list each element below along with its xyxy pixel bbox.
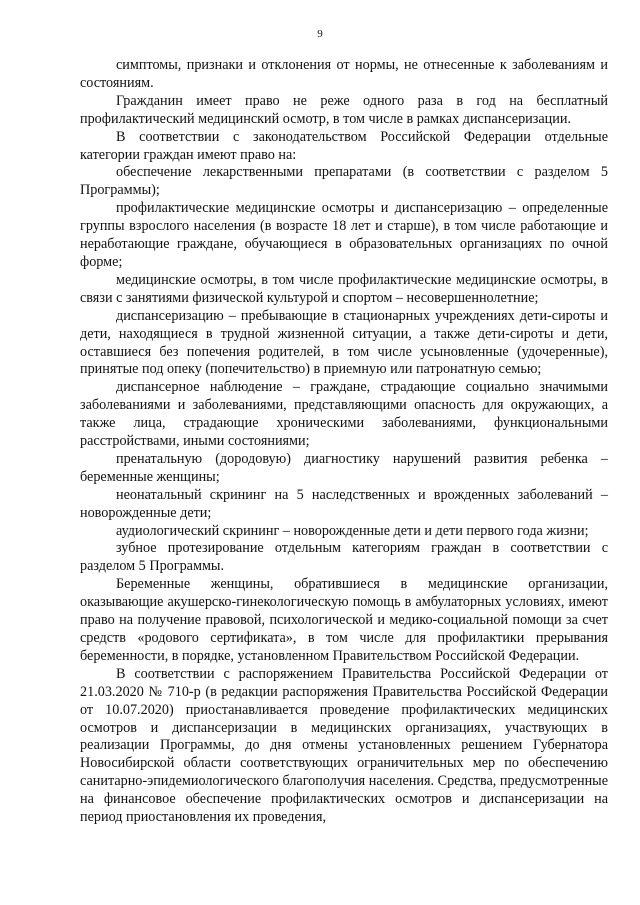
paragraph: В соответствии с законодательством Российской Федерации отдельные категории граждан имеют право на: [80,128,608,163]
page-number: 9 [317,28,323,40]
paragraph: неонатальный скрининг на 5 наследственных и врожденных заболеваний – новорожденные дети; [80,486,608,521]
paragraph: медицинские осмотры, в том числе профилактические медицинские осмотры, в связи с занятиями физической культурой и спортом – несовершеннолетние; [80,271,608,306]
paragraph: симптомы, признаки и отклонения от нормы, не отнесенные к заболеваниям и состояниям. [80,57,608,91]
paragraph: Гражданин имеет право не реже одного раза в год на бесплатный профилактический медицинский осмотр, в том числе в рамках диспансеризации. [80,92,608,127]
body-text [80,57,608,827]
paragraph: аудиологический скрининг – новорожденные дети и дети первого года жизни; [116,522,589,539]
paragraph: обеспечение лекарственными препаратами (в соответствии с разделом 5 Программы); [80,164,608,199]
paragraph: диспансеризацию – пребывающие в стационарных учреждениях дети-сироты и дети, находящиеся в трудной жизненной ситуации, а также дети-сироты и дети, оставшиеся без попечения родителей, в том числе усыновленные (удочеренные), принятые под опеку (попечительство) в приемную или патронатную семью; [80,307,608,378]
paragraph: профилактические медицинские осмотры и диспансеризацию – определенные группы взрослого населения (в возрасте 18 лет и старше), в том числе работающие и неработающие граждане, обучающиеся в образовательных организациях по очной форме; [80,200,608,270]
paragraph: В соответствии с распоряжением Правительства Российской Федерации от 21.03.2020 № 710-р (в редакции распоряжения Правительства Российской Федерации от 10.07.2020) приостанавливается проведение профилактических медицинских осмотров и диспансеризации в медицинских организациях, участвующих в реализации Программы, до дня отмены установленных решением Губернатора Новосибирской области соответствующих ограничительных мер по обеспечению санитарно-эпидемиологического благополучия населения. Средства, предусмотренные на финансовое обеспечение профилактических осмотров и диспансеризации на период приостановления их проведения, [80,665,608,826]
paragraph: Беременные женщины, обратившиеся в медицинские организации, оказывающие акушерско-гинекологическую помощь в амбулаторных условиях, имеют право на получение правовой, психологической и медико-социальной помощи за счет средств «родового сертификата», в том числе для профилактики прерывания беременности, в порядке, установленном Правительством Российской Федерации. [80,576,608,664]
paragraph: зубное протезирование отдельным категориям граждан в соответствии с разделом 5 Программы. [80,540,608,575]
paragraph: пренатальную (дородовую) диагностику нарушений развития ребенка – беременные женщины; [80,450,608,485]
paragraph: диспансерное наблюдение – граждане, страдающие социально значимыми заболеваниями и заболеваниями, представляющими опасность для окружающих, а также лица, страдающие хроническими заболеваниями, функциональными расстройствами, иными состояниями; [80,379,608,450]
